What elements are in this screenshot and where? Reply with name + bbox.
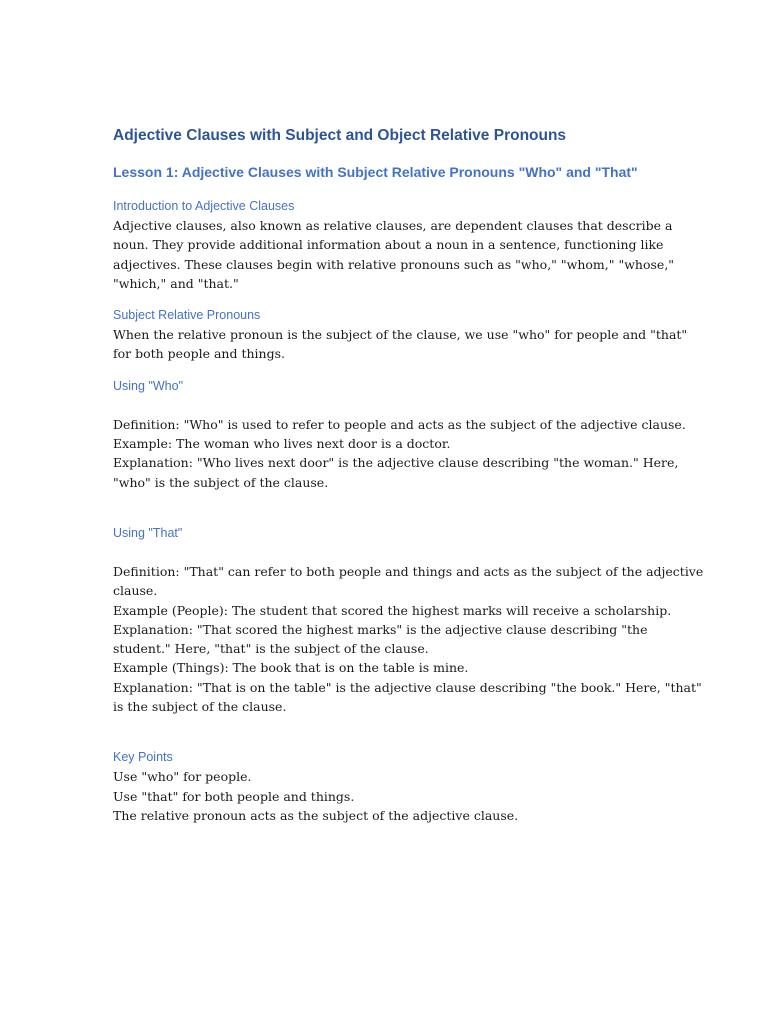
key-points-heading: Key Points xyxy=(113,750,173,765)
paragraph-line: is the subject of the clause. xyxy=(113,699,287,715)
paragraph-line: Explanation: "That is on the table" is the adjective clause describing "the book." Here, "that" xyxy=(113,679,702,695)
paragraph-line: "which," and "that." xyxy=(113,275,239,291)
using-who-paragraph xyxy=(113,415,686,492)
key-points-paragraph xyxy=(113,767,658,825)
key-point-line: The relative pronoun acts as the subject of the adjective clause. xyxy=(113,807,519,823)
paragraph-line: Explanation: "That scored the highest marks" is the adjective clause describing "the xyxy=(113,621,648,637)
paragraph-line: for both people and things. xyxy=(113,346,285,362)
paragraph-line: Definition: "That" can refer to both people and things and acts as the subject of the adjective xyxy=(113,563,704,579)
intro-paragraph xyxy=(113,216,675,293)
key-point-line: Use "who" for people. xyxy=(113,769,252,785)
paragraph-line: student." Here, "that" is the subject of the clause. xyxy=(113,641,429,657)
paragraph-line: Explanation: "Who lives next door" is the adjective clause describing "the woman." Here, xyxy=(113,455,679,471)
paragraph-line: Definition: "Who" is used to refer to people and acts as the subject of the adjective clause. xyxy=(113,416,686,432)
document-title: Adjective Clauses with Subject and Object Relative Pronouns xyxy=(113,127,567,144)
paragraph-line: noun. They provide additional information about a noun in a sentence, functioning like xyxy=(113,237,664,253)
subject-pronouns-heading: Subject Relative Pronouns xyxy=(113,308,261,323)
subject-pronouns-paragraph xyxy=(113,325,688,364)
paragraph-line: When the relative pronoun is the subject of the clause, we use "who" for people and "that" xyxy=(113,327,688,343)
paragraph-line: adjectives. These clauses begin with relative pronouns such as "who," "whom," "whose," xyxy=(113,256,675,272)
paragraph-line: Example (Things): The book that is on the table is mine. xyxy=(113,660,469,676)
document-page xyxy=(113,126,704,825)
paragraph-line: Example (People): The student that scored the highest marks will receive a scholarship. xyxy=(113,602,672,618)
using-who-heading: Using "Who" xyxy=(113,378,184,393)
paragraph-line: "who" is the subject of the clause. xyxy=(113,474,329,490)
using-that-paragraph xyxy=(113,562,704,716)
paragraph-line: Adjective clauses, also known as relative clauses, are dependent clauses that describe a xyxy=(113,218,673,233)
paragraph-line: Example: The woman who lives next door is a doctor. xyxy=(113,436,451,452)
using-that-heading: Using "That" xyxy=(113,525,183,540)
intro-heading: Introduction to Adjective Clauses xyxy=(113,199,295,213)
lesson-heading: Lesson 1: Adjective Clauses with Subject Relative Pronouns "Who" and "That" xyxy=(113,164,638,180)
paragraph-line: clause. xyxy=(113,583,158,599)
key-point-line: Use "that" for both people and things. xyxy=(113,788,355,804)
